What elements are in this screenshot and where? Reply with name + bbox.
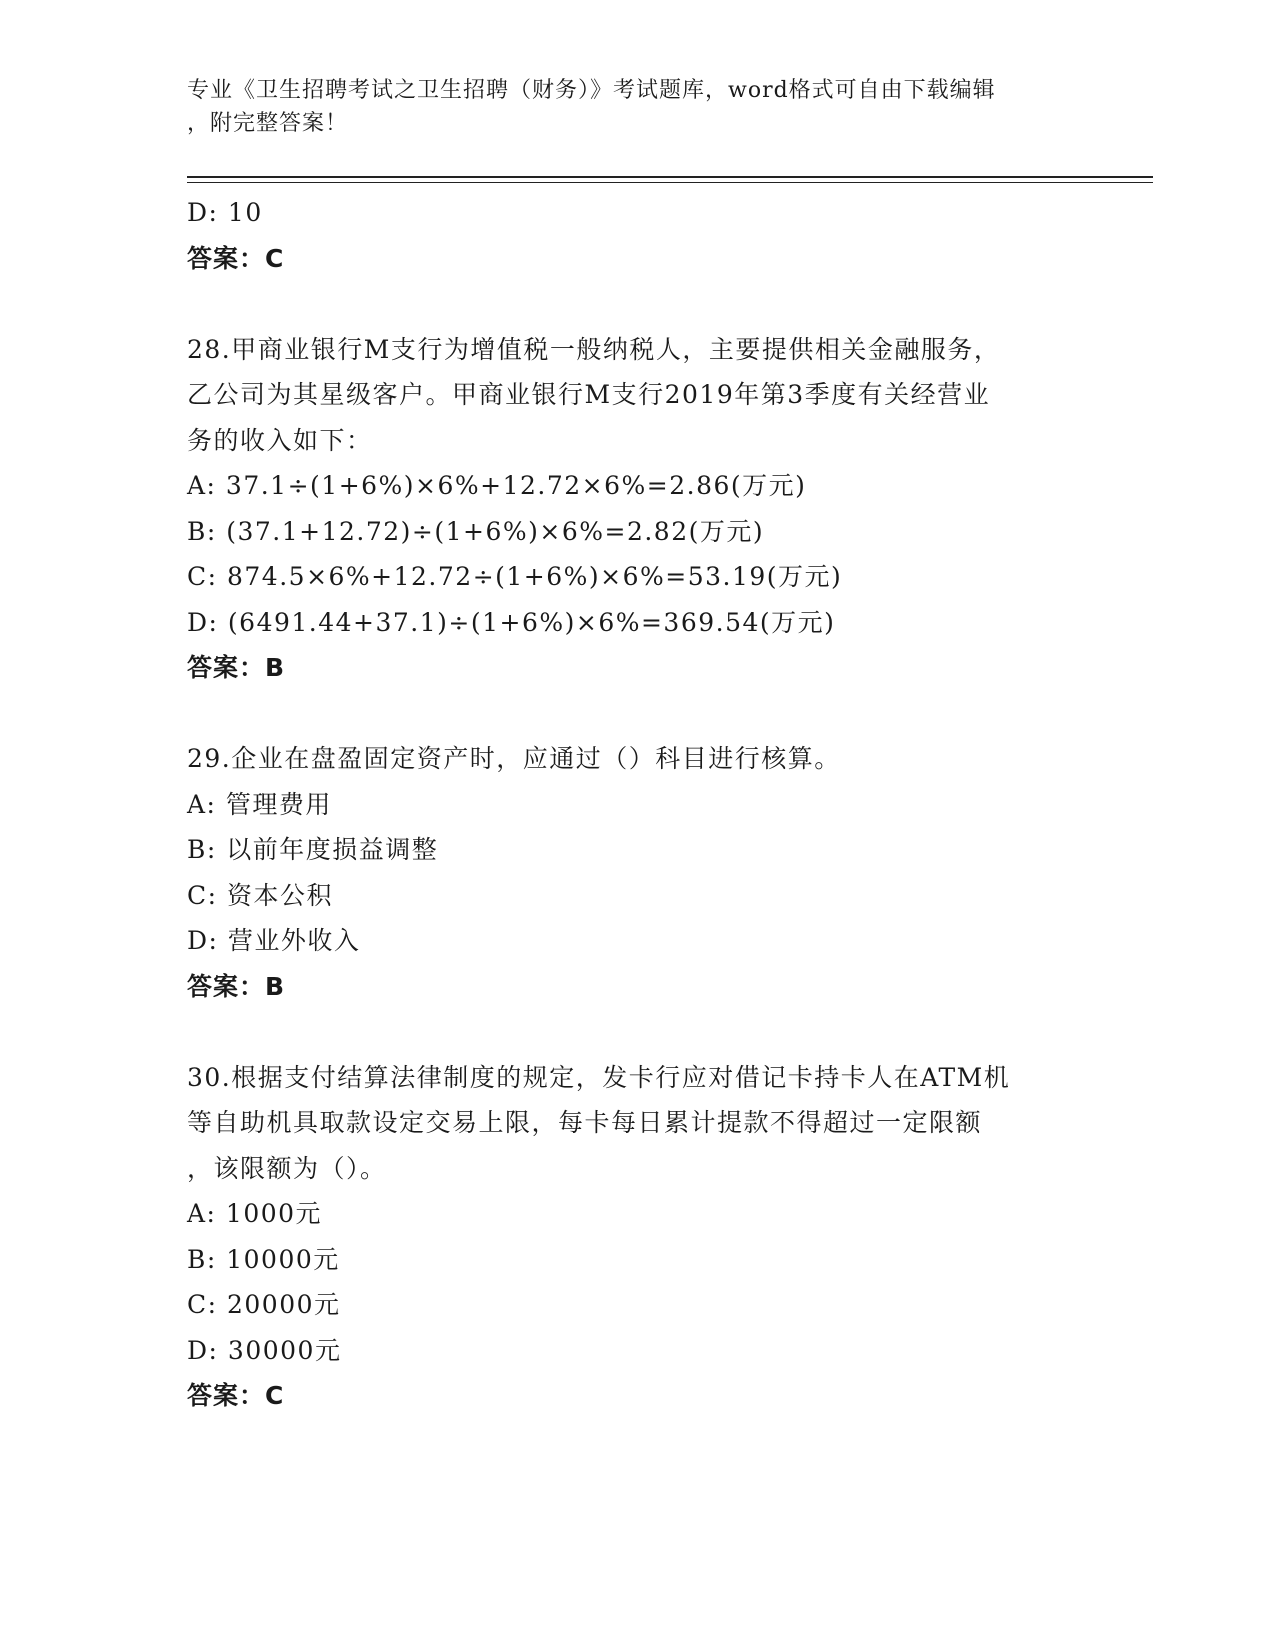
option-b: B: (37.1+12.72)÷(1+6%)×6%=2.82(万元) [187, 516, 765, 546]
option-b: B: 10000元 [187, 1244, 340, 1274]
spacer [187, 1009, 1087, 1055]
answer-line: 答案：C [187, 1381, 285, 1410]
option-b: B: 以前年度损益调整 [187, 835, 439, 864]
option-d: D: 30000元 [187, 1335, 342, 1365]
question-stem-line: ，该限额为（）。 [187, 1153, 387, 1183]
question-stem-line: 务的收入如下： [187, 425, 373, 455]
header-divider-thin [187, 182, 1153, 183]
option-d: D: (6491.44+37.1)÷(1+6%)×6%=369.54(万元) [187, 607, 836, 637]
question-content [187, 190, 1087, 1419]
option-a: A: 37.1÷(1+6%)×6%+12.72×6%=2.86(万元) [187, 471, 807, 500]
question-29 [187, 736, 1087, 1009]
answer-line: 答案：C [187, 243, 285, 273]
spacer [187, 691, 1087, 737]
option-c: C: 20000元 [187, 1290, 341, 1319]
question-stem-line: 30.根据支付结算法律制度的规定，发卡行应对借记卡持卡人在ATM机 [187, 1062, 1011, 1092]
question-stem-line: 29.企业在盘盈固定资产时，应通过（）科目进行核算。 [187, 744, 841, 773]
page-header [187, 74, 1067, 140]
option-a: A: 1000元 [187, 1199, 323, 1228]
answer-line: 答案：B [187, 971, 286, 1001]
option-d: D: 营业外收入 [187, 926, 361, 955]
option-d: D: 10 [187, 198, 263, 227]
question-stem-line: 等自助机具取款设定交易上限，每卡每日累计提款不得超过一定限额 [187, 1108, 983, 1137]
previous-question-tail [187, 190, 1087, 281]
option-c: C: 资本公积 [187, 880, 333, 910]
question-30 [187, 1055, 1087, 1419]
header-divider-thick [187, 176, 1153, 178]
option-c: C: 874.5×6%+12.72÷(1+6%)×6%=53.19(万元) [187, 562, 843, 591]
header-title-line-1: 专业《卫生招聘考试之卫生招聘（财务）》考试题库，word格式可自由下载编辑 [187, 78, 996, 103]
option-a: A: 管理费用 [187, 789, 332, 819]
spacer [187, 281, 1087, 327]
question-28 [187, 327, 1087, 691]
question-stem-line: 乙公司为其星级客户。甲商业银行M支行2019年第3季度有关经营业 [187, 380, 991, 409]
answer-line: 答案：B [187, 653, 286, 682]
question-stem-line: 28.甲商业银行M支行为增值税一般纳税人，主要提供相关金融服务， [187, 334, 1001, 364]
header-title-line-2: ，附完整答案！ [187, 111, 349, 136]
